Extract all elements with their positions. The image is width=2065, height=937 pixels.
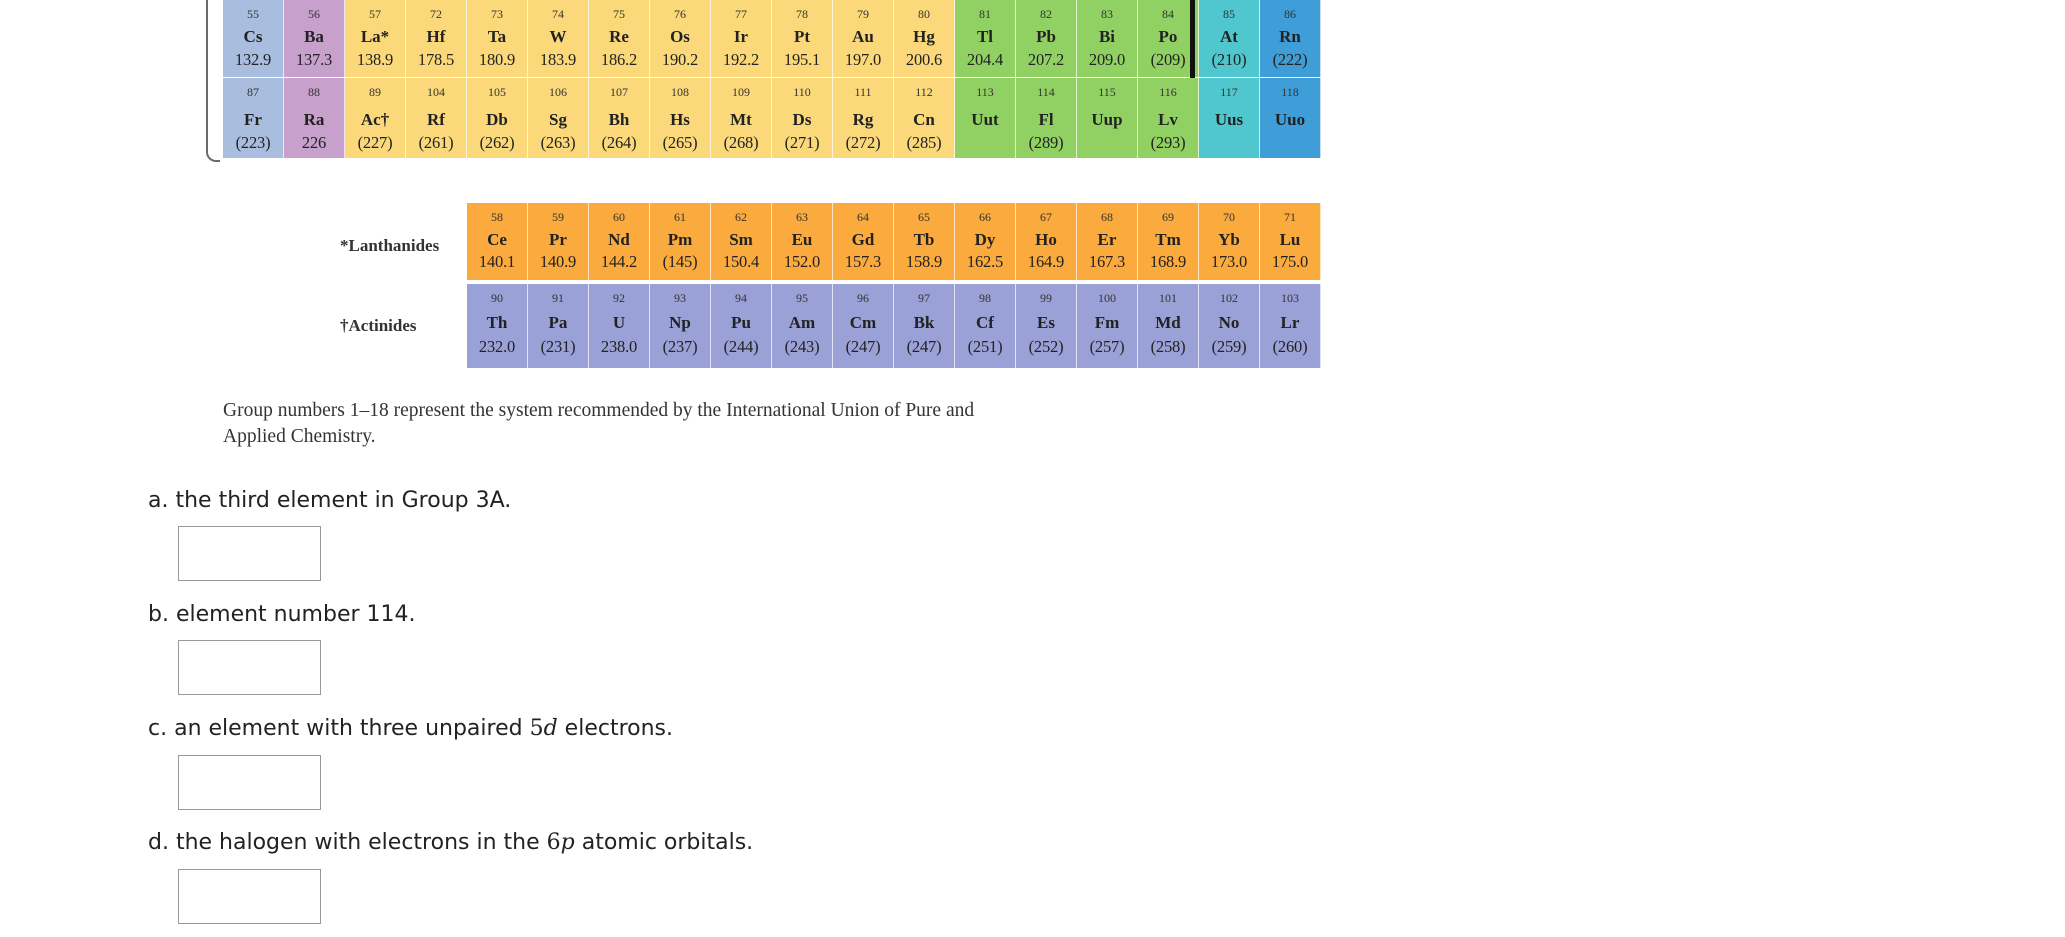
element-cell — [284, 0, 345, 77]
element-symbol: No — [1218, 313, 1240, 332]
element-symbol: Tb — [913, 230, 935, 249]
question-c — [148, 716, 673, 741]
orbital-5d-letter: d — [543, 716, 558, 741]
element-cell — [711, 284, 772, 368]
element-symbol: Yb — [1218, 230, 1240, 249]
question-c-suffix: electrons. — [557, 716, 673, 741]
element-cell — [1077, 203, 1138, 280]
element-cell — [894, 284, 955, 368]
atomic-number: 88 — [308, 85, 320, 99]
atomic-mass: 183.9 — [539, 50, 577, 69]
atomic-number: 79 — [857, 7, 869, 21]
element-symbol: Bi — [1098, 27, 1116, 46]
atomic-number: 103 — [1281, 291, 1299, 305]
atomic-mass: (223) — [235, 133, 271, 152]
element-symbol: Lv — [1158, 110, 1178, 129]
answer-c-input[interactable] — [178, 755, 321, 810]
atomic-number: 59 — [552, 210, 564, 224]
element-symbol: Rg — [852, 110, 874, 129]
question-b — [148, 602, 416, 627]
element-symbol: Am — [788, 313, 816, 332]
element-symbol: Rf — [427, 110, 445, 129]
question-a-text: a. the third element in Group 3A. — [148, 488, 512, 513]
atomic-mass: (289) — [1028, 133, 1064, 152]
element-symbol: Os — [670, 27, 690, 46]
atomic-number: 115 — [1098, 85, 1116, 99]
atomic-number: 100 — [1098, 291, 1116, 305]
atomic-number: 55 — [247, 7, 259, 21]
atomic-number: 86 — [1284, 7, 1296, 21]
element-symbol: Nd — [608, 230, 630, 249]
atomic-mass: (261) — [418, 133, 454, 152]
element-cell — [1077, 78, 1138, 158]
element-symbol: Pt — [793, 27, 811, 46]
atomic-number: 95 — [796, 291, 808, 305]
footnote: Group numbers 1–18 represent the system recommended by the International Union of Pure and Applied Chemistry. — [223, 400, 975, 447]
element-cell — [284, 78, 345, 158]
element-symbol: Uuo — [1274, 110, 1306, 129]
atomic-mass: 238.0 — [600, 337, 638, 356]
element-cell — [833, 284, 894, 368]
atomic-mass: 190.2 — [661, 50, 699, 69]
atomic-mass: (272) — [845, 133, 881, 152]
element-cell — [528, 203, 589, 280]
element-symbol: Tm — [1155, 230, 1181, 249]
orbital-5d-number: 5 — [529, 716, 544, 741]
element-symbol: Hs — [670, 110, 690, 129]
atomic-number: 94 — [735, 291, 747, 305]
element-cell — [833, 78, 894, 158]
element-cell — [955, 203, 1016, 280]
atomic-mass: (231) — [540, 337, 576, 356]
atomic-mass: (244) — [723, 337, 759, 356]
element-cell — [467, 284, 528, 368]
element-cell — [223, 78, 284, 158]
atomic-number: 92 — [613, 291, 625, 305]
atomic-mass: (259) — [1211, 337, 1247, 356]
atomic-number: 76 — [674, 7, 686, 21]
element-symbol: Cf — [976, 313, 994, 332]
atomic-mass: 195.1 — [783, 50, 821, 69]
atomic-mass: (257) — [1089, 337, 1125, 356]
element-cell — [894, 203, 955, 280]
element-cell — [1260, 0, 1321, 77]
lanthanides-label: *Lanthanides — [340, 236, 440, 255]
element-cell — [772, 78, 833, 158]
element-cell — [1138, 284, 1199, 368]
element-cell — [650, 78, 711, 158]
atomic-number: 56 — [308, 7, 320, 21]
atomic-mass: (264) — [601, 133, 637, 152]
atomic-number: 96 — [857, 291, 869, 305]
element-symbol: La* — [360, 27, 390, 46]
element-cell — [1016, 78, 1077, 158]
orbital-6p-number: 6 — [546, 830, 561, 855]
atomic-number: 67 — [1040, 210, 1052, 224]
atomic-number: 71 — [1284, 210, 1296, 224]
atomic-number: 104 — [427, 85, 445, 99]
atomic-number: 112 — [915, 85, 933, 99]
element-symbol: Ba — [304, 27, 324, 46]
atomic-mass: 140.9 — [539, 252, 577, 271]
element-cell — [406, 78, 467, 158]
element-symbol: Sm — [729, 230, 753, 249]
atomic-mass: (268) — [723, 133, 759, 152]
atomic-mass: 168.9 — [1149, 252, 1187, 271]
element-cell — [1138, 78, 1199, 158]
separator-bar — [1190, 0, 1195, 78]
element-symbol: Ds — [792, 110, 812, 129]
atomic-number: 82 — [1040, 7, 1052, 21]
element-symbol: Po — [1158, 27, 1178, 46]
atomic-mass: 138.9 — [356, 50, 394, 69]
atomic-number: 84 — [1162, 7, 1174, 21]
atomic-mass: (243) — [784, 337, 820, 356]
element-cell — [711, 0, 772, 77]
answer-d-input[interactable] — [178, 869, 321, 924]
element-cell — [955, 284, 1016, 368]
atomic-mass: (285) — [906, 133, 942, 152]
element-symbol: Ac† — [360, 110, 390, 129]
atomic-number: 66 — [979, 210, 991, 224]
element-symbol: Lu — [1279, 230, 1301, 249]
atomic-number: 69 — [1162, 210, 1174, 224]
question-d — [148, 830, 753, 855]
question-c-text: c. an element with three unpaired — [148, 716, 530, 741]
answer-b-input[interactable] — [178, 640, 321, 695]
element-cell — [589, 284, 650, 368]
element-symbol: Uus — [1214, 110, 1244, 129]
atomic-mass: (237) — [662, 337, 698, 356]
atomic-mass: (293) — [1150, 133, 1186, 152]
element-cell — [711, 203, 772, 280]
atomic-mass: 137.3 — [295, 50, 333, 69]
orbital-6p-letter: p — [560, 830, 575, 855]
atomic-mass: (247) — [845, 337, 881, 356]
element-cell — [528, 284, 589, 368]
element-symbol: Cm — [849, 313, 877, 332]
element-symbol: Ra — [303, 110, 325, 129]
atomic-mass: (258) — [1150, 337, 1186, 356]
element-cell — [1016, 203, 1077, 280]
atomic-number: 117 — [1220, 85, 1238, 99]
element-cell — [1016, 0, 1077, 77]
atomic-number: 98 — [979, 291, 991, 305]
element-cell — [467, 78, 528, 158]
element-cell — [1260, 284, 1321, 368]
atomic-mass: 158.9 — [905, 252, 943, 271]
atomic-mass: 197.0 — [844, 50, 882, 69]
atomic-number: 68 — [1101, 210, 1113, 224]
atomic-number: 99 — [1040, 291, 1052, 305]
atomic-mass: 200.6 — [905, 50, 943, 69]
element-symbol: Lr — [1280, 313, 1300, 332]
atomic-mass: 209.0 — [1088, 50, 1126, 69]
atomic-mass: (222) — [1272, 50, 1308, 69]
atomic-number: 87 — [247, 85, 259, 99]
orbital-6p — [547, 830, 575, 855]
element-cell — [1199, 203, 1260, 280]
element-cell — [711, 78, 772, 158]
element-symbol: Pb — [1036, 27, 1056, 46]
element-symbol: Db — [486, 110, 508, 129]
atomic-number: 61 — [674, 210, 686, 224]
element-cell — [528, 78, 589, 158]
element-symbol: Pm — [667, 230, 693, 249]
atomic-number: 83 — [1101, 7, 1113, 21]
element-symbol: W — [549, 27, 567, 46]
element-cell — [1077, 284, 1138, 368]
atomic-number: 78 — [796, 7, 808, 21]
atomic-number: 110 — [793, 85, 811, 99]
element-symbol: Ce — [487, 230, 507, 249]
element-cell — [406, 0, 467, 77]
element-symbol: Md — [1155, 313, 1181, 332]
atomic-mass: 207.2 — [1027, 50, 1065, 69]
atomic-number: 91 — [552, 291, 564, 305]
atomic-mass: (247) — [906, 337, 942, 356]
element-cell — [650, 203, 711, 280]
element-cell — [1138, 203, 1199, 280]
atomic-mass: 175.0 — [1271, 252, 1309, 271]
atomic-mass: (271) — [784, 133, 820, 152]
element-cell — [772, 203, 833, 280]
atomic-mass: 157.3 — [844, 252, 882, 271]
atomic-number: 116 — [1159, 85, 1177, 99]
element-cell — [528, 0, 589, 77]
element-symbol: Er — [1097, 230, 1117, 249]
element-symbol: Gd — [851, 230, 875, 249]
atomic-mass: 162.5 — [966, 252, 1004, 271]
element-symbol: Ir — [733, 27, 749, 46]
atomic-number: 63 — [796, 210, 808, 224]
atomic-mass: 204.4 — [966, 50, 1004, 69]
atomic-number: 74 — [552, 7, 564, 21]
atomic-number: 57 — [369, 7, 381, 21]
atomic-number: 64 — [857, 210, 869, 224]
atomic-mass: (145) — [662, 252, 698, 271]
element-symbol: Uut — [971, 110, 999, 129]
element-symbol: Dy — [974, 230, 996, 249]
atomic-mass: (260) — [1272, 337, 1308, 356]
atomic-number: 58 — [491, 210, 503, 224]
atomic-mass: 192.2 — [722, 50, 760, 69]
element-cell — [894, 0, 955, 77]
atomic-mass: (262) — [479, 133, 515, 152]
element-cell — [1077, 0, 1138, 77]
element-symbol: Fr — [244, 110, 262, 129]
atomic-mass: (263) — [540, 133, 576, 152]
element-symbol: Uup — [1091, 110, 1123, 129]
atomic-number: 62 — [735, 210, 747, 224]
element-symbol: Pa — [548, 313, 568, 332]
atomic-number: 81 — [979, 7, 991, 21]
atomic-number: 70 — [1223, 210, 1235, 224]
atomic-number: 93 — [674, 291, 686, 305]
element-symbol: Np — [669, 313, 691, 332]
element-cell — [955, 78, 1016, 158]
element-cell — [467, 203, 528, 280]
element-cell — [1260, 78, 1321, 158]
atomic-mass: 167.3 — [1088, 252, 1126, 271]
question-d-text: d. the halogen with electrons in the — [148, 830, 547, 855]
element-symbol: At — [1220, 27, 1238, 46]
element-cell — [1199, 0, 1260, 77]
element-cell — [589, 203, 650, 280]
element-cell — [650, 0, 711, 77]
atomic-number: 89 — [369, 85, 381, 99]
element-cell — [223, 0, 284, 77]
element-cell — [1199, 284, 1260, 368]
element-symbol: Fm — [1094, 313, 1120, 332]
element-symbol: Cs — [243, 27, 263, 46]
atomic-number: 85 — [1223, 7, 1235, 21]
atomic-number: 106 — [549, 85, 567, 99]
element-cell — [833, 0, 894, 77]
atomic-number: 111 — [854, 85, 872, 99]
atomic-number: 77 — [735, 7, 747, 21]
element-symbol: Tl — [976, 27, 994, 46]
atomic-mass: (251) — [967, 337, 1003, 356]
atomic-mass: 173.0 — [1210, 252, 1248, 271]
atomic-number: 73 — [491, 7, 503, 21]
actinides-label: †Actinides — [340, 316, 417, 335]
atomic-number: 72 — [430, 7, 442, 21]
atomic-mass: (209) — [1150, 50, 1186, 69]
atomic-mass: 140.1 — [478, 252, 516, 271]
atomic-mass: 150.4 — [722, 252, 760, 271]
atomic-number: 114 — [1037, 85, 1055, 99]
element-symbol: Rn — [1279, 27, 1301, 46]
element-cell — [1016, 284, 1077, 368]
orbital-5d — [530, 716, 558, 741]
element-cell — [1260, 203, 1321, 280]
element-symbol: Re — [609, 27, 629, 46]
element-symbol: Hf — [426, 27, 446, 46]
element-symbol: Sg — [549, 110, 567, 129]
element-symbol: Pr — [549, 230, 567, 249]
question-d-suffix: atomic orbitals. — [574, 830, 754, 855]
element-symbol: Es — [1037, 313, 1055, 332]
question-a — [148, 488, 511, 513]
element-cell — [345, 0, 406, 77]
atomic-number: 118 — [1281, 85, 1299, 99]
question-b-text: b. element number 114. — [148, 602, 416, 627]
element-symbol: Au — [852, 27, 874, 46]
table-bracket — [206, 0, 220, 162]
atomic-number: 101 — [1159, 291, 1177, 305]
element-cell — [772, 284, 833, 368]
atomic-mass: (252) — [1028, 337, 1064, 356]
element-symbol: U — [612, 313, 626, 332]
atomic-number: 102 — [1220, 291, 1238, 305]
atomic-number: 75 — [613, 7, 625, 21]
element-cell — [955, 0, 1016, 77]
atomic-mass: (265) — [662, 133, 698, 152]
atomic-number: 97 — [918, 291, 930, 305]
element-cell — [650, 284, 711, 368]
atomic-mass: 132.9 — [234, 50, 272, 69]
element-symbol: Bh — [608, 110, 630, 129]
element-symbol: Th — [486, 313, 508, 332]
element-cell — [589, 0, 650, 77]
element-symbol: Ho — [1035, 230, 1057, 249]
element-cell — [589, 78, 650, 158]
atomic-mass: (210) — [1211, 50, 1247, 69]
element-cell — [772, 0, 833, 77]
element-cell — [1199, 78, 1260, 158]
element-cell — [894, 78, 955, 158]
element-symbol: Pu — [731, 313, 751, 332]
atomic-number: 108 — [671, 85, 689, 99]
answer-a-input[interactable] — [178, 526, 321, 581]
atomic-number: 113 — [976, 85, 994, 99]
atomic-number: 107 — [610, 85, 628, 99]
atomic-mass: 164.9 — [1027, 252, 1065, 271]
element-symbol: Fl — [1038, 110, 1054, 129]
element-symbol: Eu — [791, 230, 813, 249]
element-symbol: Bk — [913, 313, 935, 332]
atomic-number: 60 — [613, 210, 625, 224]
atomic-mass: 178.5 — [417, 50, 455, 69]
atomic-mass: 144.2 — [600, 252, 638, 271]
atomic-number: 90 — [491, 291, 503, 305]
atomic-number: 80 — [918, 7, 930, 21]
element-cell — [345, 78, 406, 158]
atomic-number: 105 — [488, 85, 506, 99]
atomic-mass: 232.0 — [478, 337, 516, 356]
element-cell — [467, 0, 528, 77]
element-cell — [833, 203, 894, 280]
atomic-mass: (227) — [357, 133, 393, 152]
element-symbol: Ta — [487, 27, 507, 46]
element-symbol: Mt — [730, 110, 752, 129]
atomic-mass: 152.0 — [783, 252, 821, 271]
atomic-mass: 180.9 — [478, 50, 516, 69]
element-symbol: Cn — [913, 110, 935, 129]
element-symbol: Hg — [913, 27, 935, 46]
atomic-mass: 226 — [301, 133, 327, 152]
atomic-number: 65 — [918, 210, 930, 224]
atomic-number: 109 — [732, 85, 750, 99]
atomic-mass: 186.2 — [600, 50, 638, 69]
